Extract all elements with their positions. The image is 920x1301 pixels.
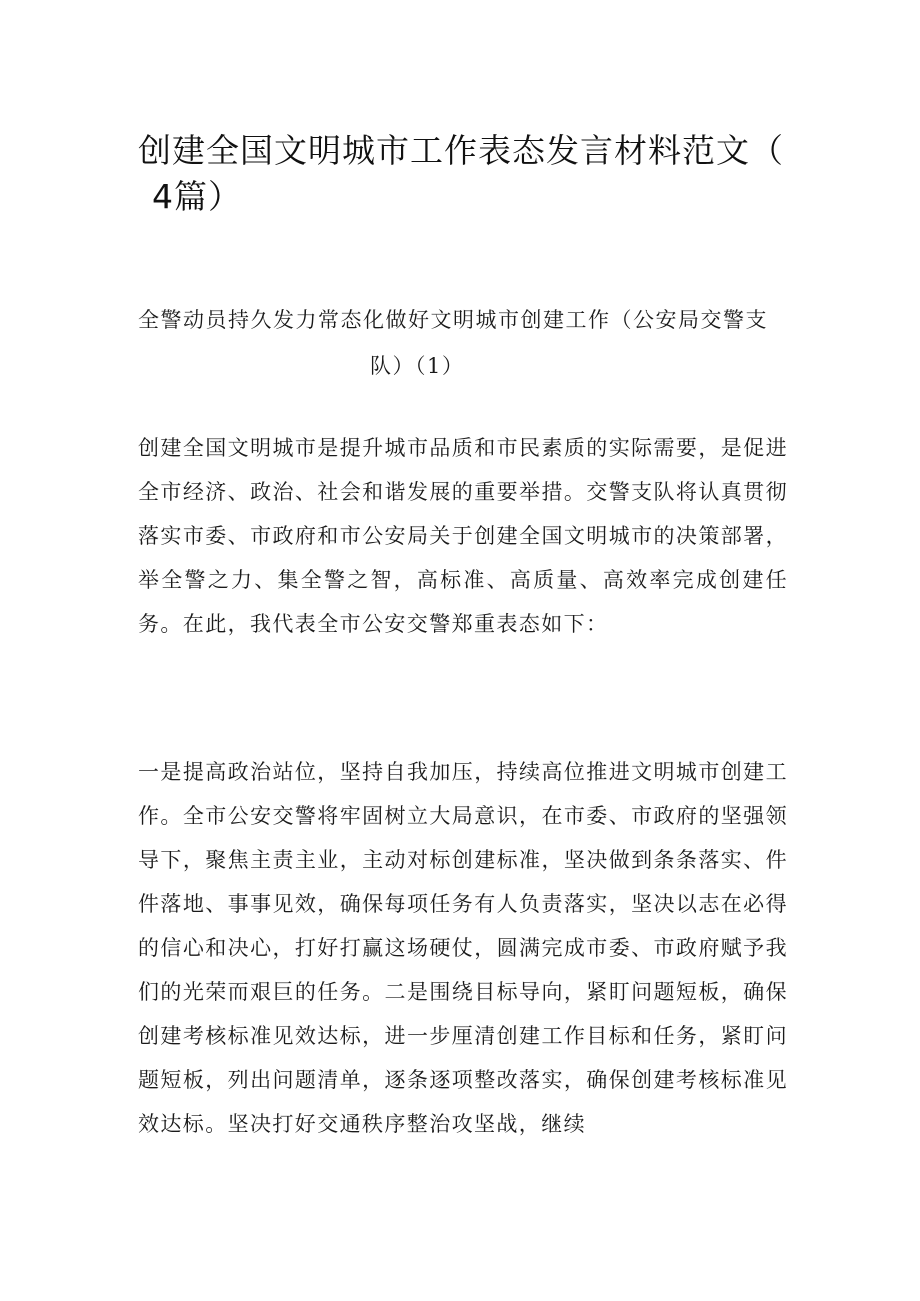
section-subtitle-line1: 全警动员持久发力常态化做好文明城市创建工作（公安局交警支 <box>138 308 768 332</box>
document-title-line1: 创建全国文明城市工作表态发言材料范文（ <box>138 131 784 170</box>
section-subtitle <box>138 297 788 389</box>
document-title-line2: 4篇） <box>152 177 242 216</box>
body-paragraph-1: 创建全国文明城市是提升城市品质和市民素质的实际需要，是促进全市经济、政治、社会和谐发展的重要举措。交警支队将认真贯彻落实市委、市政府和市公安局关于创建全国文明城市的决策部署，举全警之力、集全警之智，高标准、高质量、高效率完成创建任务。在此，我代表全市公安交警郑重表态如下： <box>138 436 788 636</box>
document-title <box>138 128 798 220</box>
section-subtitle-line2: 队）（1） <box>370 354 465 378</box>
body-paragraph-2: 一是提高政治站位，坚持自我加压，持续高位推进文明城市创建工作。全市公安交警将牢固树立大局意识，在市委、市政府的坚强领导下，聚焦主责主业，主动对标创建标准，坚决做到条条落实、件件落地、事事见效，确保每项任务有人负责落实，坚决以志在必得的信心和决心，打好打赢这场硬仗，圆满完成市委、市政府赋予我们的光荣而艰巨的任务。二是围绕目标导向，紧盯问题短板，确保创建考核标准见效达标，进一步厘清创建工作目标和任务，紧盯问题短板，列出问题清单，逐条逐项整改落实，确保创建考核标准见效达标。坚决打好交通秩序整治攻坚战，继续 <box>138 760 788 1136</box>
